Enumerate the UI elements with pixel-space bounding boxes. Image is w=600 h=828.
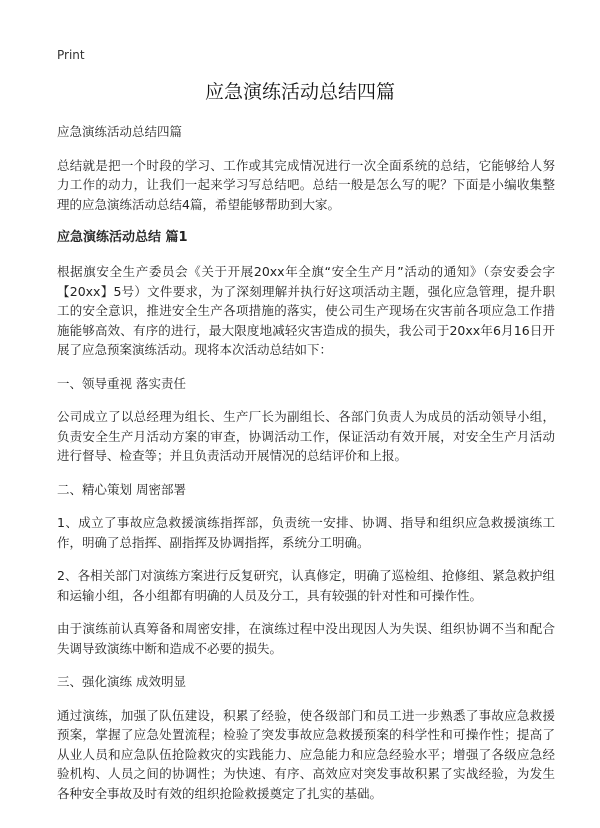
body-paragraph-5: 由于演练前认真筹备和周密安排，在演练过程中没出现因人为失误、组织协调不当和配合失调导致演练中断和造成不必要的损失。 [57, 621, 555, 656]
print-link[interactable]: Print [57, 48, 85, 62]
body-paragraph-3: 1、成立了事故应急救援演练指挥部，负责统一安排、协调、指导和组织应急救援演练工作，明确了总指挥、副指挥及协调指挥，系统分工明确。 [57, 515, 555, 550]
body-paragraph-4: 2、各相关部门对演练方案进行反复研究，认真修定，明确了巡检组、抢修组、紧急救护组和运输小组，各小组都有明确的人员及分工，具有较强的针对性和可操作性。 [57, 568, 555, 603]
document-body [57, 122, 555, 817]
subheading-leadership: 一、领导重视 落实责任 [57, 375, 186, 391]
body-paragraph-6: 通过演练，加强了队伍建设，积累了经验，使各级部门和员工进一步熟悉了事故应急救援预案，掌握了应急处置流程；检验了突发事故应急救援预案的科学性和可操作性；提高了从业人员和应急队伍抢险救灾的实践能力、应急能力和应急经验水平；增强了各级应急经验机构、人员之间的协调性；为快速、有序、高效应对突发事故积累了实战经验，为发生各种安全事故及时有效的组织抢险救援奠定了扎实的基础。 [57, 707, 555, 801]
intro-paragraph: 总结就是把一个时段的学习、工作或其完成情况进行一次全面系统的总结，它能够给人努力工作的动力，让我们一起来学习写总结吧。总结一般是怎么写的呢？下面是小编收集整理的应急演练活动总结4篇，希望能够帮助到大家。 [57, 157, 555, 212]
body-paragraph-2: 公司成立了以总经理为组长、生产厂长为副组长、各部门负责人为成员的活动领导小组，负责安全生产月活动方案的审查，协调活动工作，保证活动有效开展，对安全生产月活动进行督导、检查等；并且负责活动开展情况的总结评价和上报。 [57, 409, 555, 463]
document-subtitle: 应急演练活动总结四篇 [57, 124, 183, 139]
page-title: 应急演练活动总结四篇 [204, 81, 395, 103]
body-paragraph-1: 根据旗安全生产委员会《关于开展20xx年全旗“安全生产月”活动的通知》（奈安委会字【20xx】5号）文件要求，为了深刻理解并执行好这项活动主题，强化应急管理，提升职工的安全意识，推进安全生产各项措施的落实，使公司生产现场在灾害前各项应急工作措施能够高效、有序的进行，最大限度地减轻灾害造成的损失，我公司于20xx年6月16日开展了应急预案演练活动。现将本次活动总结如下： [57, 264, 555, 357]
subheading-drills: 三、强化演练 成效明显 [57, 674, 186, 689]
subheading-planning: 二、精心策划 周密部署 [57, 481, 186, 497]
section-heading: 应急演练活动总结 篇1 [57, 230, 188, 245]
